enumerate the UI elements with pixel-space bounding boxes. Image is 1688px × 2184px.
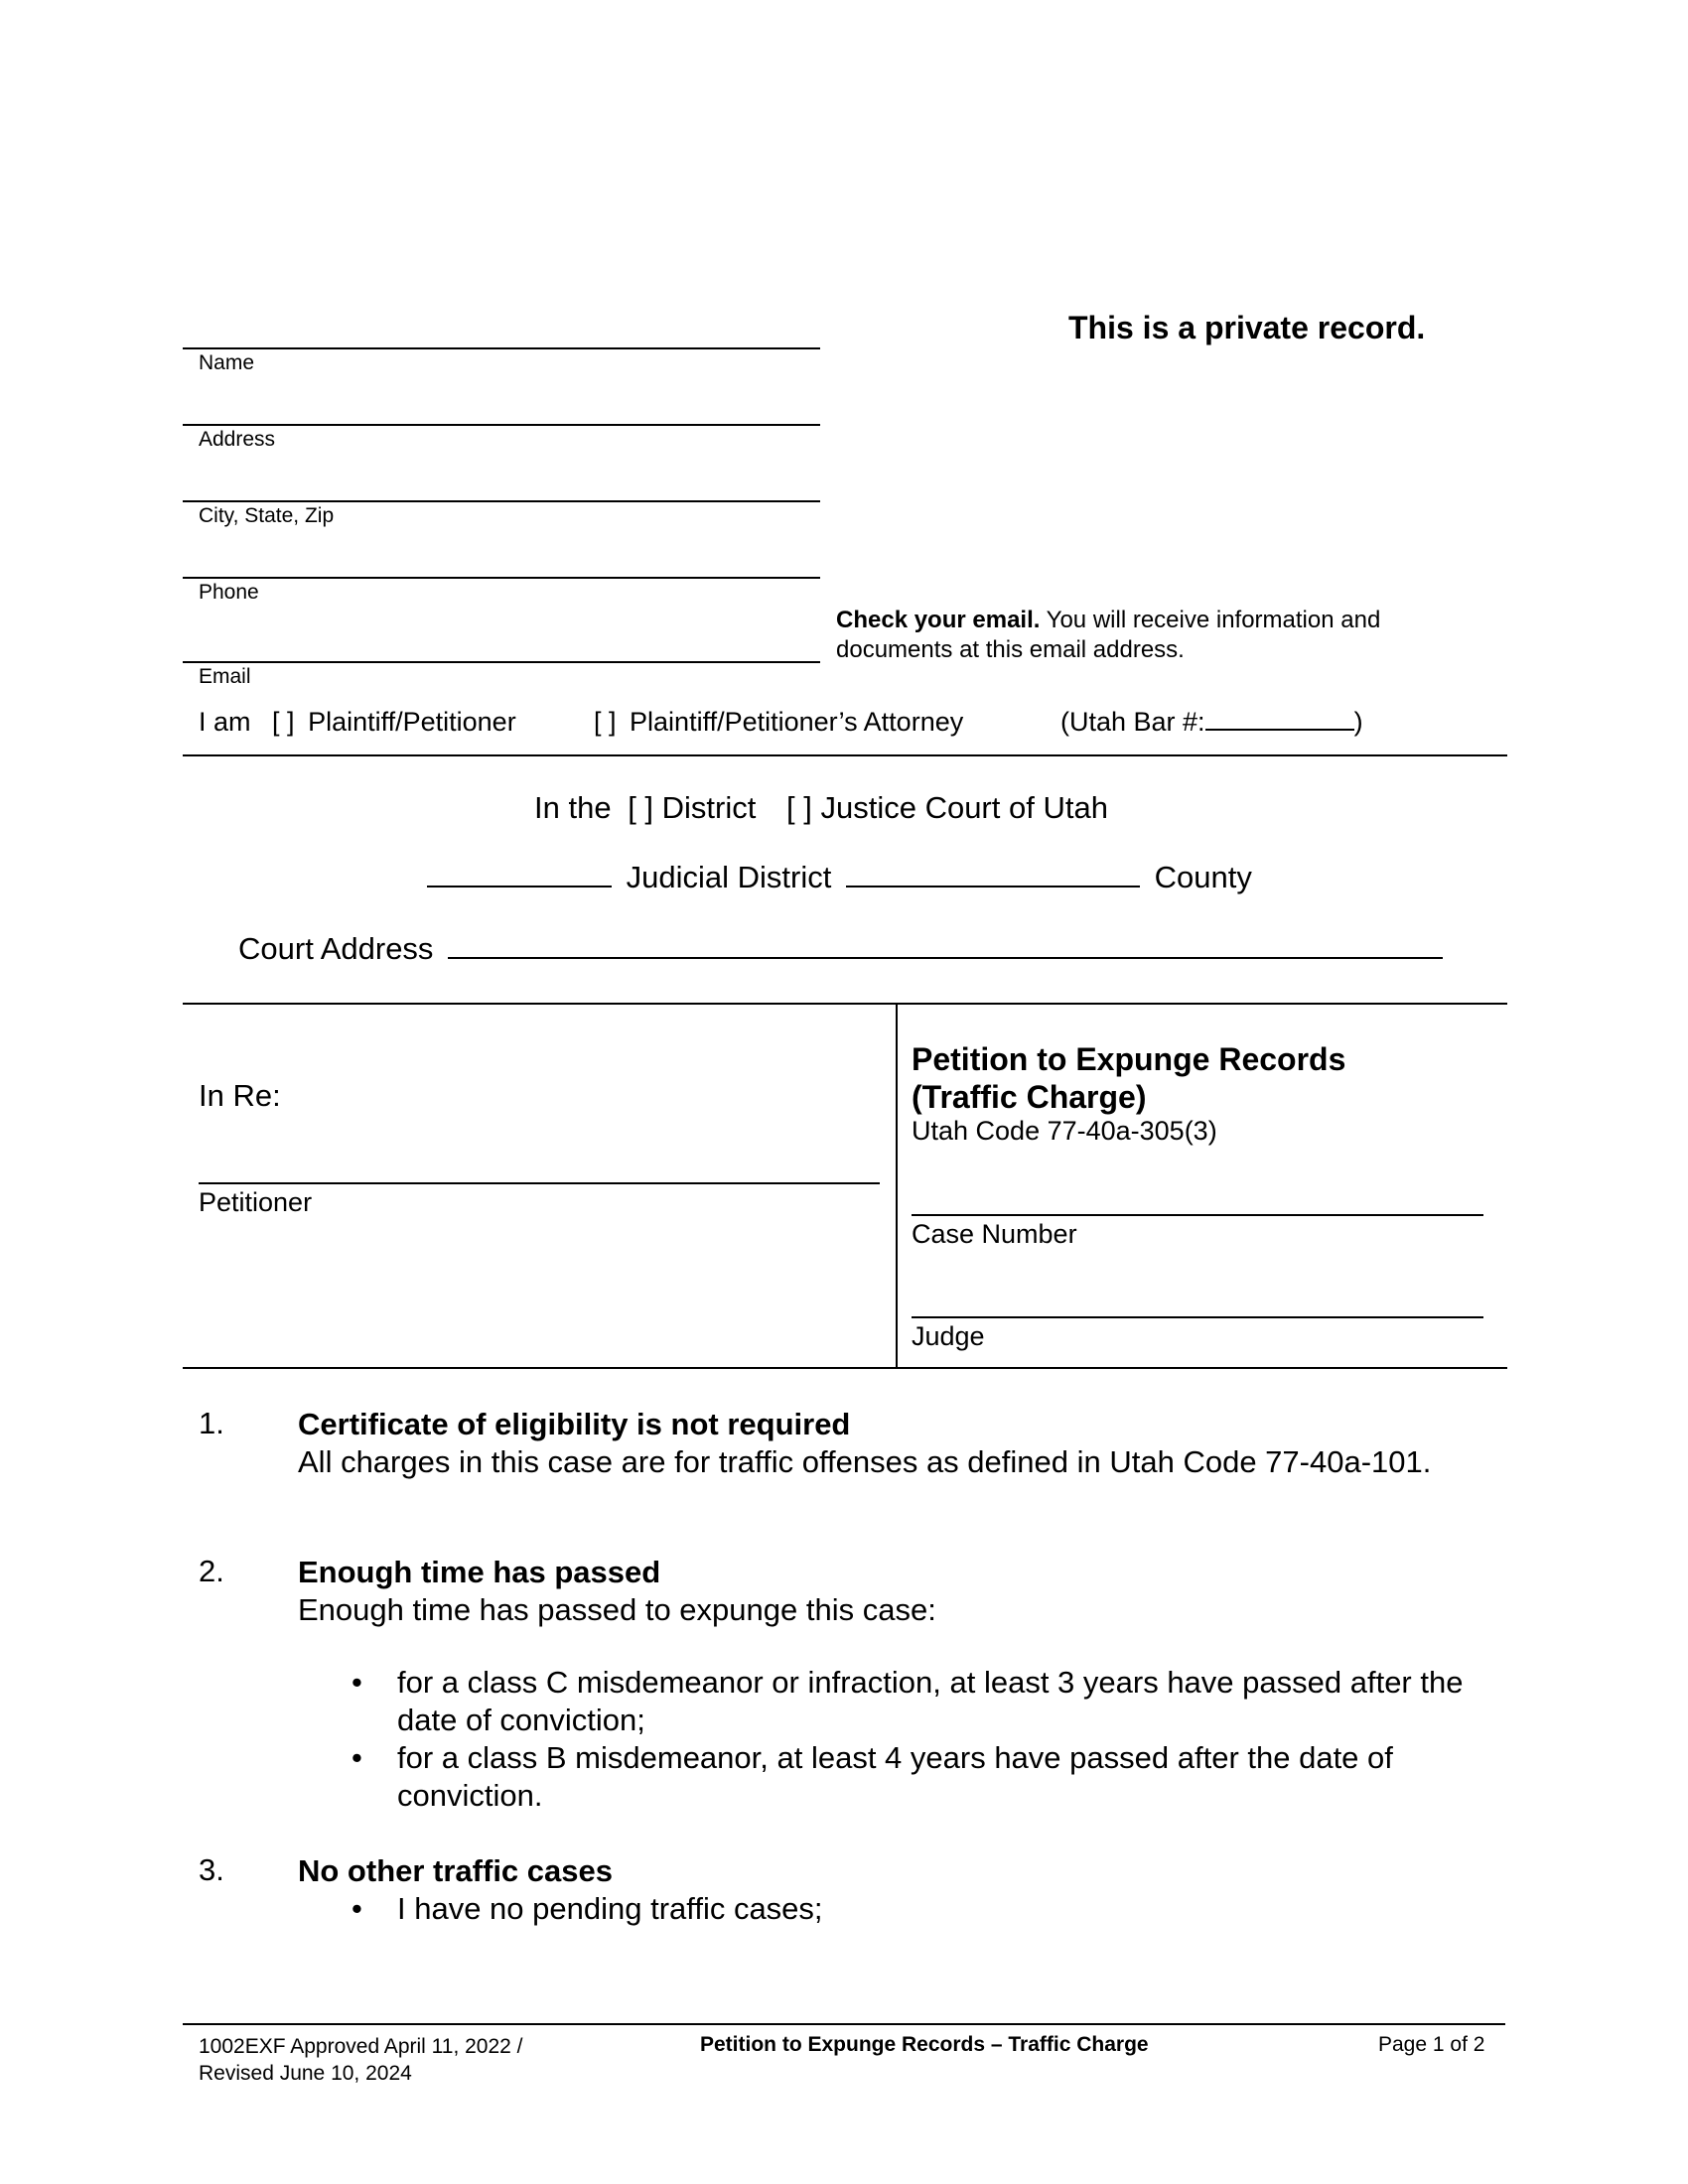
footer-title: Petition to Expunge Records – Traffic Charge bbox=[700, 2033, 1149, 2056]
district-label: District bbox=[661, 790, 757, 825]
email-label: Email bbox=[199, 665, 251, 688]
judicial-district-label: Judicial District bbox=[626, 860, 832, 894]
utah-bar-field bbox=[1060, 707, 1363, 738]
bar-number-input[interactable] bbox=[1205, 729, 1354, 731]
bullet-icon: • bbox=[352, 1740, 362, 1775]
court-type-line bbox=[534, 790, 1108, 826]
court-address-line bbox=[238, 931, 1443, 967]
address-label: Address bbox=[199, 428, 276, 451]
bar-label: (Utah Bar #: bbox=[1060, 707, 1205, 737]
section-1 bbox=[298, 1406, 1470, 1481]
court-address-label: Court Address bbox=[238, 931, 434, 966]
footer-form-id bbox=[199, 2033, 523, 2087]
justice-label: Justice Court of Utah bbox=[820, 790, 1108, 825]
district-county-line bbox=[427, 860, 1252, 895]
plaintiff-label: Plaintiff/Petitioner bbox=[308, 707, 516, 737]
email-note-text: You will receive information and documents at this email address. bbox=[836, 607, 1381, 663]
judge-line[interactable] bbox=[912, 1316, 1483, 1318]
petition-title bbox=[912, 1040, 1345, 1116]
bullet-icon: • bbox=[352, 1665, 362, 1700]
caption-bottom-border bbox=[183, 1367, 1507, 1369]
judge-label: Judge bbox=[912, 1321, 985, 1351]
section-1-heading: Certificate of eligibility is not required bbox=[298, 1407, 851, 1441]
list-item: • for a class B misdemeanor, at least 4 years have passed after the date of conviction. bbox=[352, 1740, 1393, 1813]
name-line[interactable] bbox=[183, 347, 820, 349]
city-state-zip-label: City, State, Zip bbox=[199, 504, 335, 527]
judicial-district-input[interactable] bbox=[427, 886, 612, 887]
district-checkbox[interactable]: [ ] bbox=[628, 790, 654, 825]
section-3 bbox=[298, 1852, 1470, 1890]
list-item: • for a class C misdemeanor or infraction, at least 3 years have passed after the date of conviction; bbox=[352, 1665, 1464, 1737]
court-address-input[interactable] bbox=[448, 957, 1443, 959]
header-divider bbox=[183, 754, 1507, 756]
name-label: Name bbox=[199, 351, 255, 374]
footer-form-id-line2: Revised June 10, 2024 bbox=[199, 2062, 412, 2085]
county-input[interactable] bbox=[846, 886, 1140, 887]
attorney-checkbox[interactable]: [ ] bbox=[594, 707, 617, 737]
petition-title-line1: Petition to Expunge Records bbox=[912, 1041, 1346, 1077]
petition-title-line2: (Traffic Charge) bbox=[912, 1079, 1147, 1115]
section-1-text: All charges in this case are for traffic offenses as defined in Utah Code 77-40a-101. bbox=[298, 1444, 1432, 1479]
phone-line[interactable] bbox=[183, 577, 820, 579]
section-2-heading: Enough time has passed bbox=[298, 1555, 661, 1589]
section-2-number: 2. bbox=[199, 1554, 224, 1588]
attorney-option bbox=[594, 707, 963, 738]
role-line bbox=[199, 707, 516, 738]
section-3-heading: No other traffic cases bbox=[298, 1853, 613, 1888]
email-line[interactable] bbox=[183, 661, 820, 663]
caption-divider bbox=[896, 1003, 898, 1368]
section-3-bullets bbox=[352, 1890, 1499, 1928]
attorney-label: Plaintiff/Petitioner’s Attorney bbox=[630, 707, 964, 737]
i-am-label: I am bbox=[199, 707, 251, 737]
email-note bbox=[836, 606, 1452, 665]
address-line[interactable] bbox=[183, 424, 820, 426]
bar-close: ) bbox=[1353, 707, 1363, 737]
caption-top-border bbox=[183, 1003, 1507, 1005]
case-number-line[interactable] bbox=[912, 1214, 1483, 1216]
in-the-label: In the bbox=[534, 790, 612, 825]
footer-divider bbox=[183, 2023, 1505, 2025]
section-1-number: 1. bbox=[199, 1406, 224, 1440]
section-2-text: Enough time has passed to expunge this case: bbox=[298, 1592, 936, 1627]
case-number-label: Case Number bbox=[912, 1219, 1077, 1249]
email-note-bold: Check your email. bbox=[836, 607, 1041, 633]
in-re-label: In Re: bbox=[199, 1078, 281, 1113]
utah-code-ref: Utah Code 77-40a-305(3) bbox=[912, 1116, 1217, 1146]
county-label: County bbox=[1154, 860, 1252, 894]
section-2-bullets bbox=[352, 1664, 1499, 1815]
plaintiff-checkbox[interactable]: [ ] bbox=[272, 707, 295, 737]
section-2 bbox=[298, 1554, 1470, 1629]
city-state-zip-line[interactable] bbox=[183, 500, 820, 502]
private-record-notice: This is a private record. bbox=[1068, 310, 1426, 345]
footer-form-id-line1: 1002EXF Approved April 11, 2022 / bbox=[199, 2035, 523, 2058]
phone-label: Phone bbox=[199, 581, 259, 604]
bullet-icon: • bbox=[352, 1891, 362, 1926]
section-3-number: 3. bbox=[199, 1852, 224, 1887]
footer-page-number: Page 1 of 2 bbox=[1378, 2033, 1485, 2056]
justice-checkbox[interactable]: [ ] bbox=[786, 790, 812, 825]
petitioner-label: Petitioner bbox=[199, 1187, 313, 1217]
list-item: • I have no pending traffic cases; bbox=[352, 1891, 823, 1926]
petitioner-line[interactable] bbox=[199, 1182, 880, 1184]
